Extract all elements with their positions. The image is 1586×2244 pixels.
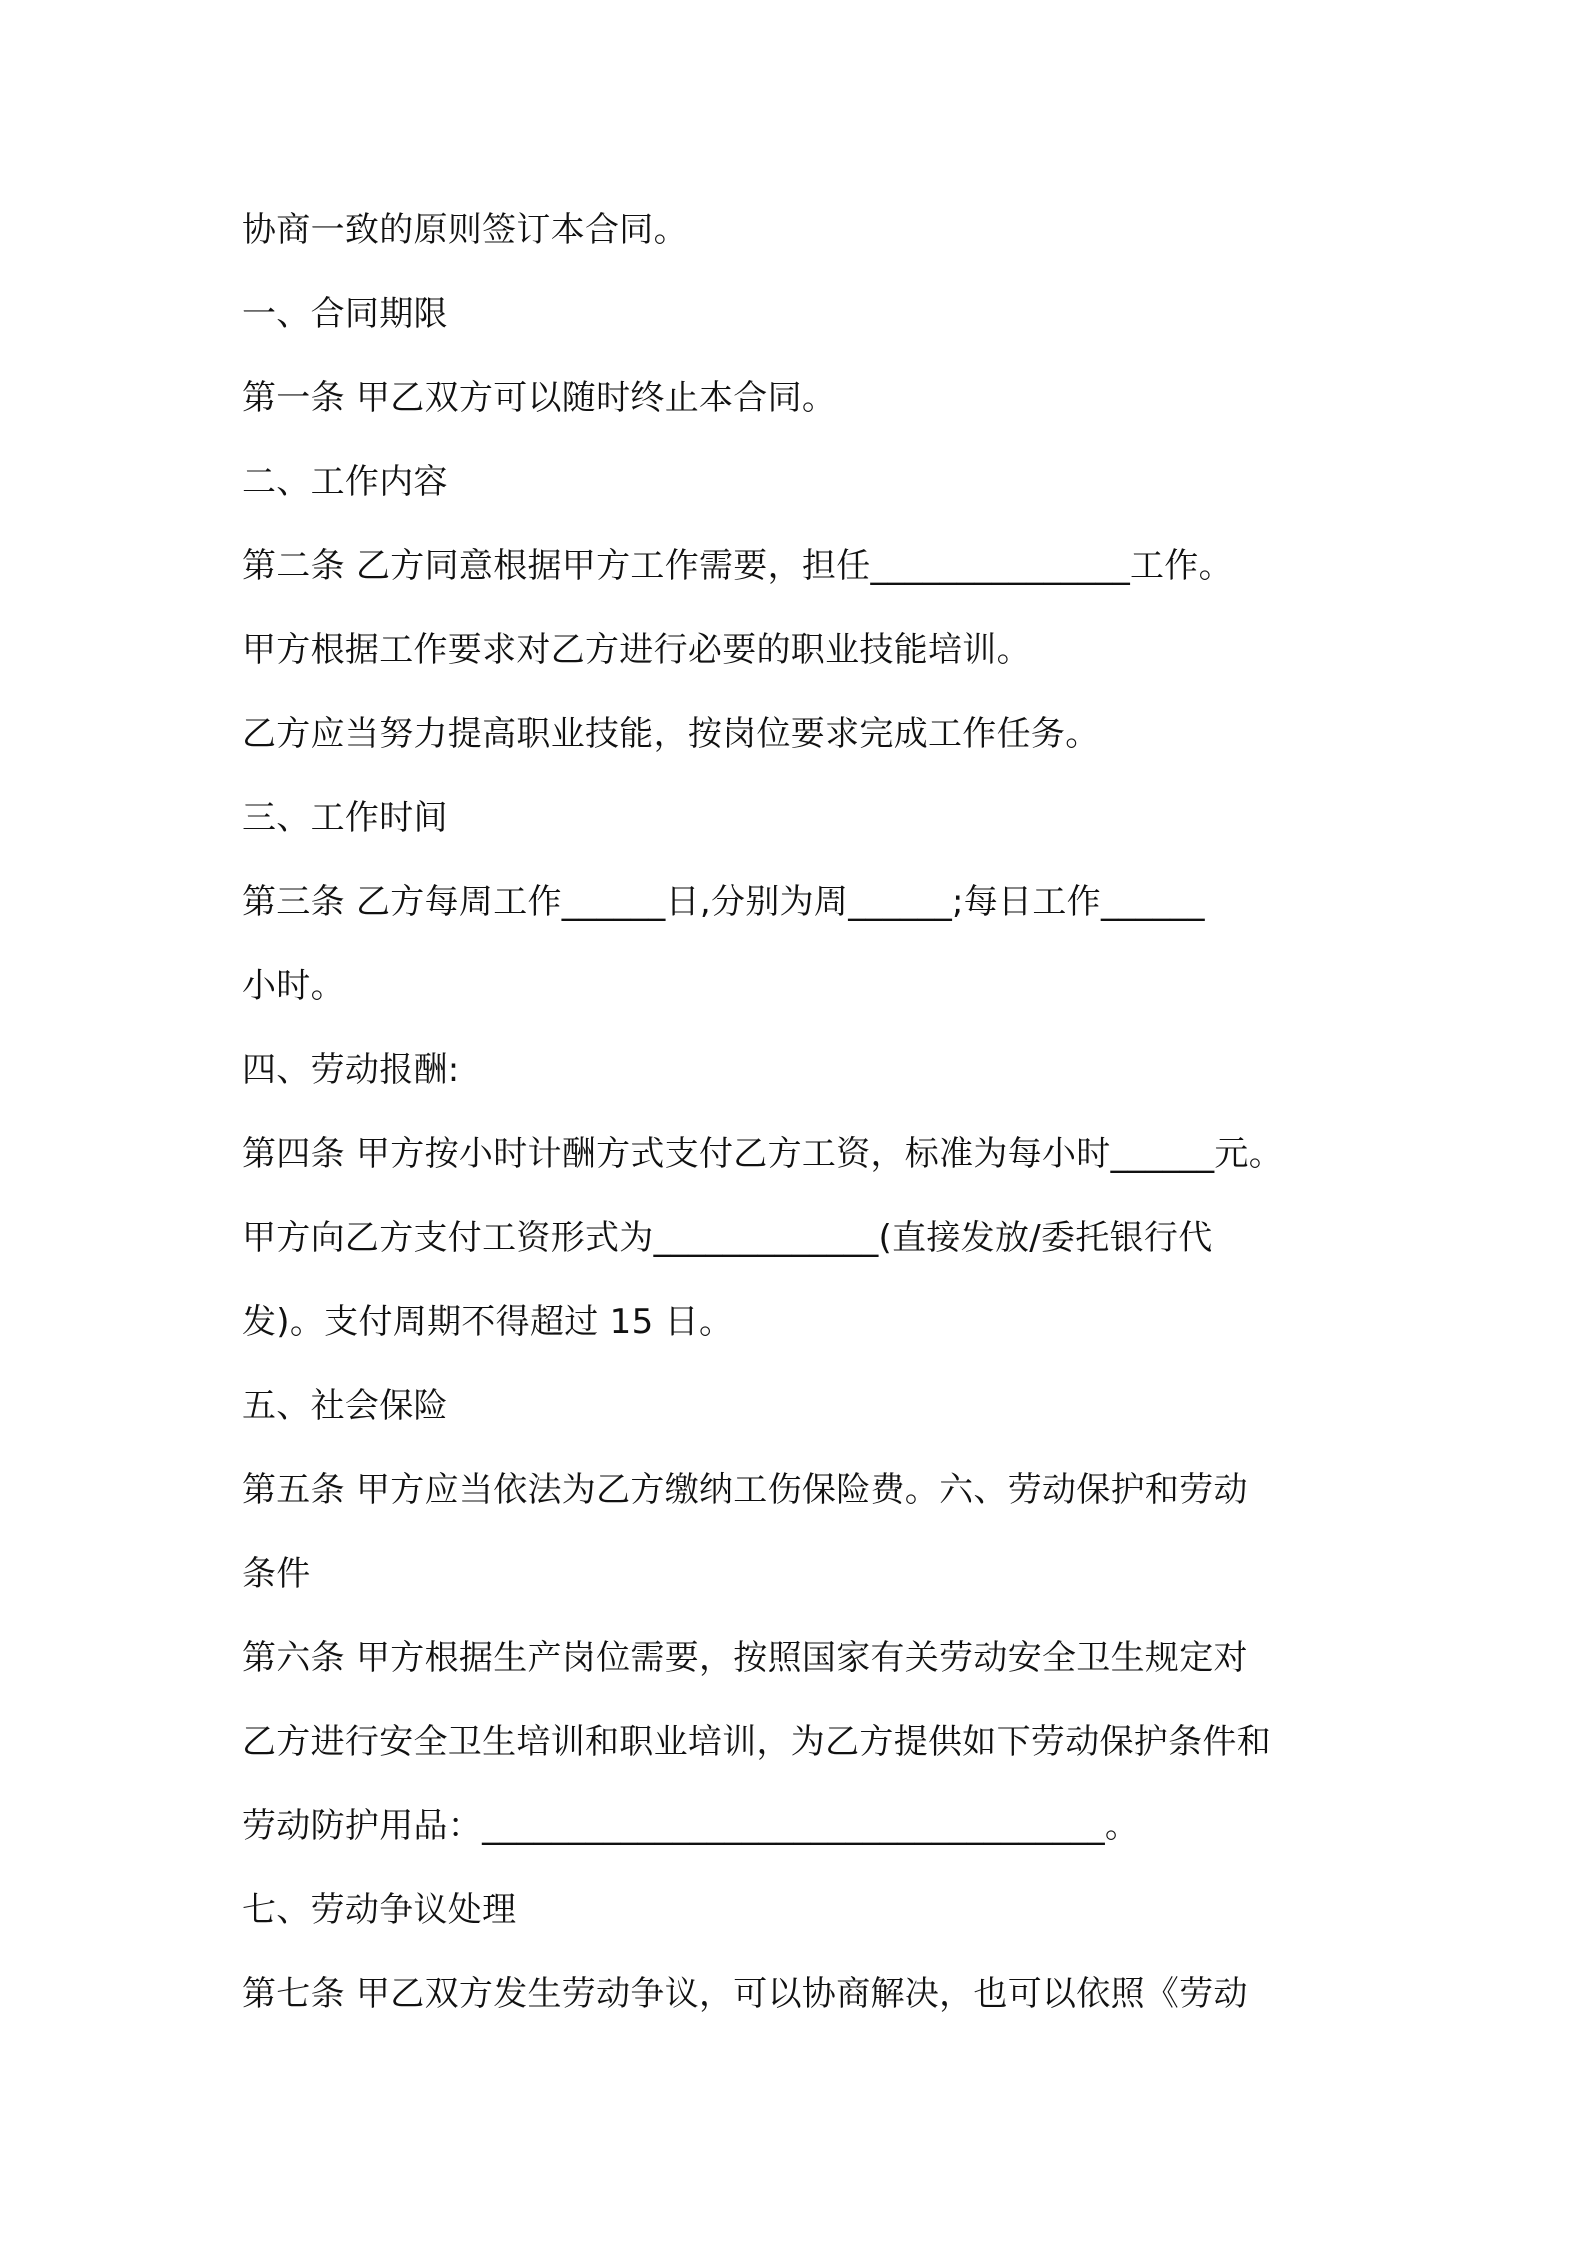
section-heading-work-time: 三、工作时间 [242, 798, 448, 838]
paragraph-line: 发)。支付周期不得超过 15 日。 [242, 1302, 734, 1342]
article-6: 第六条 甲方根据生产岗位需要，按照国家有关劳动安全卫生规定对 [242, 1638, 1248, 1678]
paragraph-line: 条件 [242, 1554, 311, 1594]
paragraph-line: 乙方进行安全卫生培训和职业培训，为乙方提供如下劳动保护条件和 [242, 1722, 1271, 1762]
paragraph-line: 劳动防护用品：____________________________________。 [242, 1806, 1140, 1846]
section-heading-term: 一、合同期限 [242, 294, 448, 334]
paragraph-line: 协商一致的原则签订本合同。 [242, 210, 688, 250]
paragraph-line: 甲方根据工作要求对乙方进行必要的职业技能培训。 [242, 630, 1031, 670]
paragraph-line: 甲方向乙方支付工资形式为_____________(直接发放/委托银行代 [242, 1218, 1213, 1258]
article-4: 第四条 甲方按小时计酬方式支付乙方工资，标准为每小时______元。 [242, 1134, 1284, 1174]
section-heading-work-content: 二、工作内容 [242, 462, 448, 502]
article-3: 第三条 乙方每周工作______日,分别为周______;每日工作______ [242, 882, 1205, 922]
document-body [242, 196, 1382, 2044]
paragraph-line: 小时。 [242, 966, 345, 1006]
article-5: 第五条 甲方应当依法为乙方缴纳工伤保险费。六、劳动保护和劳动 [242, 1470, 1248, 1510]
section-heading-dispute: 七、劳动争议处理 [242, 1890, 517, 1930]
section-heading-social-insurance: 五、社会保险 [242, 1386, 448, 1426]
section-heading-remuneration: 四、劳动报酬: [242, 1050, 460, 1090]
article-2: 第二条 乙方同意根据甲方工作需要，担任_______________工作。 [242, 546, 1233, 586]
paragraph-line: 乙方应当努力提高职业技能，按岗位要求完成工作任务。 [242, 714, 1100, 754]
article-1: 第一条 甲乙双方可以随时终止本合同。 [242, 378, 837, 418]
article-7: 第七条 甲乙双方发生劳动争议，可以协商解决，也可以依照《劳动 [242, 1974, 1248, 2014]
